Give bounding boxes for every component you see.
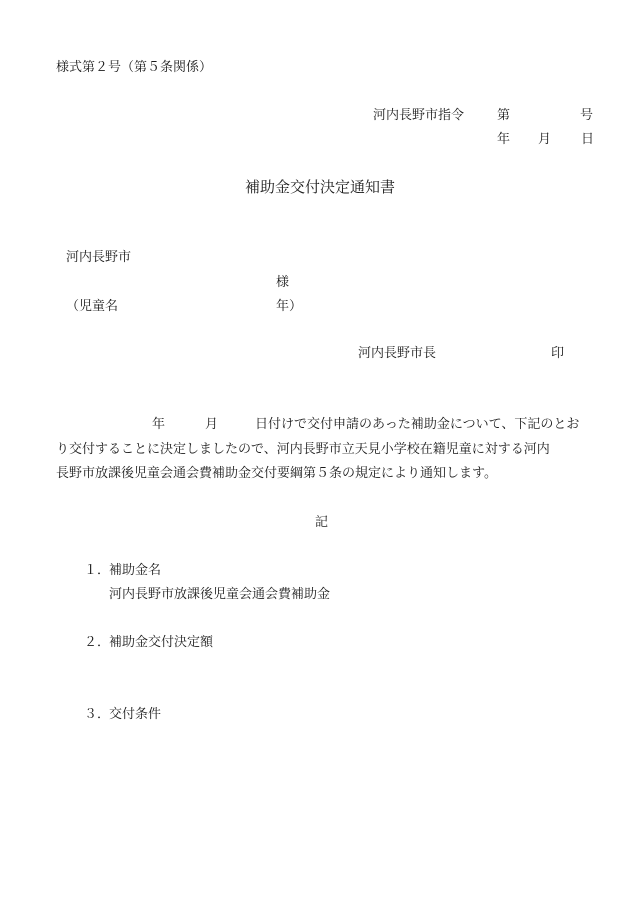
mayor-label: 河内長野市長 xyxy=(358,346,437,361)
date-day: 日 xyxy=(581,132,595,147)
directive-label: 河内長野市指令 xyxy=(373,108,465,123)
date-month: 月 xyxy=(538,132,552,147)
body-line-2: り交付することに決定しましたので、河内長野市立天見小学校在籍児童に対する河内 xyxy=(56,441,550,457)
recipient-city: 河内長野市 xyxy=(66,250,132,265)
item-3-number: ３． xyxy=(84,707,111,722)
form-number: 様式第２号（第５条関係） xyxy=(56,60,213,75)
item-2-name: 補助金交付決定額 xyxy=(109,635,214,650)
item-2-number: ２． xyxy=(84,635,111,650)
document-title: 補助金交付決定通知書 xyxy=(245,178,396,196)
directive-dai: 第 xyxy=(497,108,511,123)
body-year: 年 xyxy=(152,417,166,432)
item-1-detail: 河内長野市放課後児童会通会費補助金 xyxy=(109,587,331,602)
body-line-1-text: 日付けで交付申請のあった補助金について、下記のとお xyxy=(255,417,580,432)
body-line-1 xyxy=(56,413,592,438)
child-name-open: （児童名 xyxy=(66,299,119,314)
body-paragraph xyxy=(56,413,592,487)
seal-mark: 印 xyxy=(551,346,565,361)
child-grade-close: 年） xyxy=(276,299,303,314)
ki-mark: 記 xyxy=(315,515,329,530)
body-month: 月 xyxy=(205,417,219,432)
body-line-3: 長野市放課後児童会通会費補助金交付要綱第５条の規定により通知します。 xyxy=(56,466,497,481)
date-year: 年 xyxy=(497,132,511,147)
item-1-number: １． xyxy=(84,563,111,578)
item-1-name: 補助金名 xyxy=(109,563,162,578)
item-3-name: 交付条件 xyxy=(109,707,162,722)
recipient-honorific: 様 xyxy=(276,275,290,290)
directive-go: 号 xyxy=(580,108,594,123)
